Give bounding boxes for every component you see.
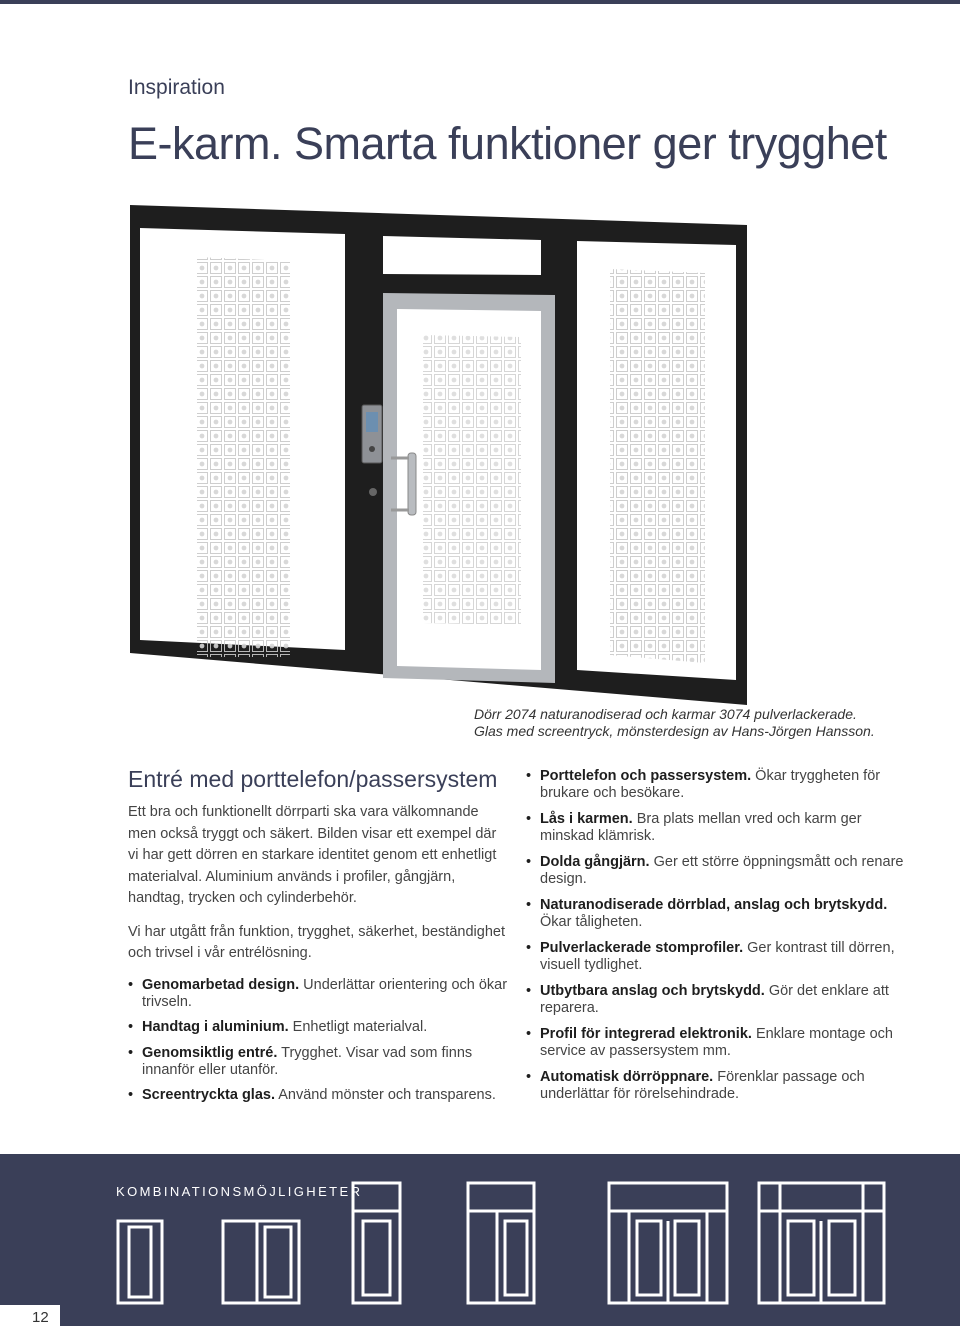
caption-line-1: Dörr 2074 naturanodiserad och karmar 3074 pulverlackerade.	[474, 706, 857, 722]
list-item-title: Genomsiktlig entré.	[142, 1044, 278, 1061]
list-item-text: Ökar tåligheten.	[540, 914, 643, 930]
list-item	[526, 811, 906, 845]
list-item-text: Enklare montage och service av passersystem mm.	[540, 1026, 893, 1059]
list-item-text: Bra plats mellan vred och karm ger minskad klämrisk.	[540, 811, 862, 844]
entrance-door-illustration	[125, 205, 765, 715]
combo-wide-entrance	[759, 1183, 884, 1303]
right-glass-pattern	[610, 269, 705, 663]
image-caption	[474, 706, 875, 740]
list-item-title: Profil för integrerad elektronik.	[540, 1026, 752, 1042]
section-label: Inspiration	[128, 76, 225, 99]
list-item	[526, 897, 906, 931]
intro-paragraph: Ett bra och funktionellt dörrparti ska vara välkomnande men också tryggt och säkert. Bilden visar ett exempel där vi har gett dörren en starkare identitet genom ett enhetligt materialval. Aluminium används i profiler, gångjärn, handtag, trycken och cylinderbehör.	[128, 804, 497, 906]
list-item	[526, 983, 906, 1017]
combo-single-door	[118, 1221, 162, 1303]
list-item	[128, 1019, 508, 1036]
page-number-background	[0, 1305, 60, 1326]
combo-door-sidelight	[223, 1221, 299, 1303]
list-item-text: Använd mönster och transparens.	[275, 1087, 496, 1103]
door-glass-pattern	[423, 335, 521, 625]
list-item-text: Ger kontrast till dörren, visuell tydlighet.	[540, 940, 895, 973]
list-item-title: Screentryckta glas.	[142, 1087, 275, 1103]
list-item-text: Underlättar orientering och ökar trivseln.	[142, 976, 508, 1010]
combo-double-door-sidelights	[609, 1183, 727, 1303]
list-item-text: Ökar tryggheten för brukare och besökare.	[540, 768, 881, 801]
combo-door-sidelight-transom	[468, 1183, 534, 1303]
list-item	[128, 1087, 508, 1104]
list-item-title: Dolda gångjärn.	[540, 854, 650, 870]
list-item	[526, 1069, 906, 1103]
page-title: E-karm. Smarta funktioner ger trygghet	[128, 118, 887, 169]
list-item	[526, 768, 906, 802]
list-item-title: Lås i karmen.	[540, 811, 633, 827]
list-item-title: Utbytbara anslag och brytskydd.	[540, 983, 765, 999]
list-item-text: Gör det enklare att reparera.	[540, 983, 889, 1016]
top-accent-bar	[0, 0, 960, 4]
page-number: 12	[32, 1309, 49, 1326]
transom-glass	[383, 236, 541, 275]
section-heading: Entré med porttelefon/passersystem	[128, 766, 498, 792]
list-item-title: Naturanodiserade dörrblad, anslag och brytskydd.	[540, 897, 888, 913]
list-item-title: Automatisk dörröppnare.	[540, 1069, 714, 1085]
list-item	[526, 854, 906, 888]
list-item-text: Förenklar passage och underlättar för rörelsehindrade.	[540, 1069, 865, 1102]
list-item-title: Porttelefon och passersystem.	[540, 768, 752, 784]
list-item-title: Handtag i aluminium.	[142, 1019, 289, 1035]
list-item-title: Genomarbetad design.	[142, 976, 300, 993]
list-item-text: Trygghet. Visar vad som finns innanför eller utanför.	[142, 1044, 473, 1078]
list-item	[526, 940, 906, 974]
feature-list-right	[526, 768, 906, 1103]
combo-door-transom	[353, 1183, 400, 1303]
list-item-text: Enhetligt materialval.	[288, 1019, 428, 1035]
list-item	[128, 977, 508, 1011]
combination-diagrams	[0, 1175, 960, 1326]
list-item-title: Pulverlackerade stomprofiler.	[540, 940, 744, 956]
list-item-text: Ger ett större öppningsmått och renare design.	[540, 854, 904, 887]
left-glass-pattern	[197, 257, 290, 657]
combinations-label: KOMBINATIONSMÖJLIGHETER	[116, 1184, 363, 1199]
caption-line-2: Glas med screentryck, mönsterdesign av Hans-Jörgen Hansson.	[474, 723, 875, 739]
right-column	[526, 768, 906, 1112]
list-item	[128, 1045, 508, 1079]
left-column	[128, 766, 508, 1113]
principles-paragraph: Vi har utgått från funktion, trygghet, säkerhet, beständighet och trivsel i vår entrélösning.	[128, 923, 505, 961]
door-handle	[408, 453, 416, 515]
feature-list-left	[128, 977, 508, 1105]
list-item	[526, 1026, 906, 1060]
